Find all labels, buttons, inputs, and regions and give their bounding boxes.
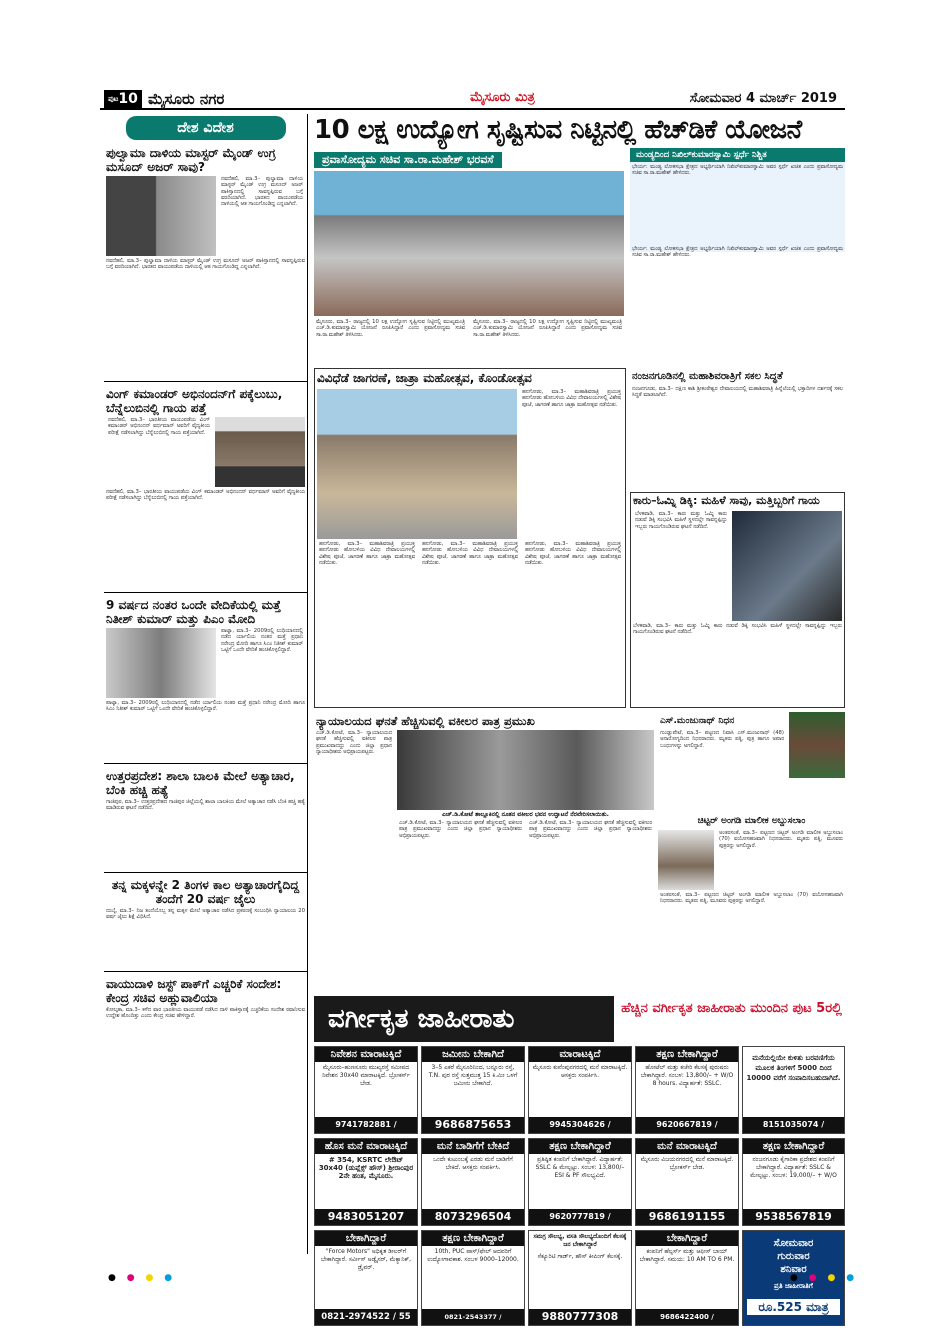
nanjangud-story (630, 368, 845, 481)
story-airstrike (104, 975, 307, 1087)
story-body-cont: ನವದೆಹಲಿ, ಮಾ.3– ಭಾರತೀಯ ವಾಯುಪಡೆಯ ವಿಂಗ್ ಕಮಾಂಡರ್ ಅಭಿನಂದನ್ ವರ್ಧಮಾನ್ ಅವರಿಗೆ ವೈದ್ಯಕೀಯ ಪರೀಕ್ಷೆ ನಡೆಸಲಾಗಿದ್ದು ಬೆನ್ನೆಲುಬಿನಲ್ಲಿ ಗಾಯ ಪತ್ತೆಯಾಗಿದೆ. (106, 489, 305, 502)
ad-title: ಮನೆಯಲ್ಲಿಯೇ ಕುಳಿತು ಬರವಣಿಗೆಯ ಮೂಲಕ ತಿಂಗಳಿಗೆ 5000 ದಿಂದ 10000 ವರೆಗೆ ಸಂಪಾದಿಸಬಹುದಾಗಿದೆ. (746, 1054, 841, 1082)
story-body-cont: ಹನಗೋಡು, ಮಾ.3– ಮಹಾಶಿವರಾತ್ರಿ ಪ್ರಯುಕ್ತ ಹನಗೋಡು ಹೋಬಳಿಯ ವಿವಿಧ ದೇವಾಲಯಗಳಲ್ಲಿ ವಿಶೇಷ ಪೂಜೆ, ಜಾಗರಣೆ ಹಾಗೂ ಜಾತ್ರಾ ಮಹೋತ್ಸವ ನಡೆಯಿತು. (525, 541, 621, 566)
main-area (314, 114, 845, 905)
day-label: ಸೋಮವಾರ (773, 1238, 814, 1249)
story-body: ದುಬೈ, ಮಾ.3– ನಿಜ ತಂದೆಯೊಬ್ಬ ತನ್ನ ಮಕ್ಕಳ ಮೇಲೆ ಅತ್ಯಾಚಾರ ನಡೆಸಿದ ಪ್ರಕರಣಕ್ಕೆ ಸಂಬಂಧಿಸಿ ನ್ಯಾಯಾಲಯ 20 ವರ್ಷ ಜೈಲು ಶಿಕ್ಷೆ ವಿಧಿಸಿದೆ. (106, 908, 305, 921)
ad-body: ಒಂದೇ ಕುಟುಂಬಕ್ಕೆ ಎರಡು ಮನೆ ಬಾಡಿಗೆಗೆ ಬೇಕಿದೆ. ಆಸಕ್ತರು ಸಂಪರ್ಕಿಸಿ. (433, 1156, 513, 1171)
ad-title: ಜಮೀನು ಬೇಕಾಗಿದೆ (422, 1047, 524, 1062)
story-body: ಕೋಲ್ಕತಾ, ಮಾ.3– ಕಳೆದ ವಾರ ಭಾರತೀಯ ವಾಯುಪಡೆ ನಡೆಸಿದ ದಾಳಿ ಪಾಕಿಸ್ತಾನಕ್ಕೆ ಎಚ್ಚರಿಕೆಯ ಸಂದೇಶ ರವಾನಿಸುವ ಉದ್ದೇಶ ಹೊಂದಿತ್ತು ಎಂದು ಕೇಂದ್ರ ಸಚಿವ ಹೇಳಿದ್ದಾರೆ. (106, 1007, 305, 1020)
story-body-cont: ಪಾಟ್ನಾ, ಮಾ.3– 2009ರಲ್ಲಿ ಲುಧಿಯಾನದಲ್ಲಿ ನಡೆದ ರ್ಯಾಲಿಯ ನಂತರ ಮತ್ತೆ ಪ್ರಧಾನಿ ನರೇಂದ್ರ ಮೋದಿ ಹಾಗೂ ಸಿಎಂ ನಿತೀಶ್ ಕುಮಾರ್ ಒಟ್ಟಿಗೆ ಒಂದೇ ವೇದಿಕೆ ಹಂಚಿಕೊಳ್ಳಲಿದ್ದಾರೆ. (106, 700, 305, 713)
story-headline: 9 ವರ್ಷದ ನಂತರ ಒಂದೇ ವೇದಿಕೆಯಲ್ಲಿ ಮತ್ತೆ ನಿತೀಶ್ ಕುಮಾರ್ ಮತ್ತು ಪಿಎಂ ಮೋದಿ (106, 598, 281, 626)
ad-title: ತಕ್ಷಣ ಬೇಕಾಗಿದ್ದಾರೆ (422, 1231, 524, 1246)
divider (104, 763, 307, 764)
photo-caption: ಎಚ್.ಡಿ.ಕೋಟೆ ತಾಲ್ಲೂಕಿನಲ್ಲಿ ನೂತನ ವಕೀಲರ ಭವನ ಉದ್ಘಾಟನೆ ನೆರವೇರಿಸಲಾಯಿತು. (442, 811, 609, 818)
ad-phone: 9945304626 / (529, 1117, 631, 1133)
story-photo (106, 628, 216, 698)
obituary-body: ಗುಂಡ್ಲುಪೇಟೆ, ಮಾ.3– ಪಟ್ಟಣದ ನಿವಾಸಿ ಎಸ್.ಮಂಜುನಾಥ್ (48) ಅನಾರೋಗ್ಯದಿಂದ ನಿಧನರಾದರು. ಮೃತರು ಪತ್ನಿ, ಪುತ್ರ ಹಾಗೂ ಅಪಾರ ಬಂಧುಗಳನ್ನು ಅಗಲಿದ್ದಾರೆ. (660, 730, 784, 749)
day-label: ಗುರುವಾರ (777, 1251, 810, 1262)
accident-photo (732, 511, 842, 621)
ad-title: ಸಮಗ್ರ ಸೌಲಭ್ಯ, ವಸತಿ ಸೌಲಭ್ಯದೊಂದಿಗೆ ಕೆಲಸಕ್ಕೆ ಜನ ಬೇಕಾಗಿದ್ದಾರೆ (533, 1233, 627, 1248)
classified-ad (742, 1046, 845, 1134)
masthead-logo: ಮೈಸೂರು ಮಿತ್ರ (470, 90, 535, 105)
ad-body: ಪ್ರತಿಷ್ಠಿತ ಕಂಪನಿಗೆ ಬೇಕಾಗಿದ್ದಾರೆ. ವಿದ್ಯಾರ್ಹತೆ: SSLC & ಮೇಲ್ಪಟ್ಟು. ಸಂಬಳ: 13,800/– ESI & PF ಸೌಲಭ್ಯವಿದೆ. (535, 1156, 625, 1179)
story-headline: ಉತ್ತರಪ್ರದೇಶ: ಶಾಲಾ ಬಾಲಕಿ ಮೇಲೆ ಅತ್ಯಾಚಾರ, ಬೆಂಕಿ ಹಚ್ಚಿ ಹತ್ಯೆ (106, 769, 295, 797)
newspaper-page (100, 88, 845, 1323)
ad-title: ಮನೆ ಮಾರಾಟಕ್ಕಿದೆ (636, 1139, 738, 1154)
lead-body-cont: ಮೈಸೂರು, ಮಾ.3– ರಾಜ್ಯದಲ್ಲಿ 10 ಲಕ್ಷ ಉದ್ಯೋಗ ಸೃಷ್ಟಿಸುವ ನಿಟ್ಟಿನಲ್ಲಿ ಮುಖ್ಯಮಂತ್ರಿ ಎಚ್.ಡಿ.ಕುಮಾರಸ್ವಾಮಿ ಯೋಜನೆ ರೂಪಿಸಿದ್ದಾರೆ ಎಂದು ಪ್ರವಾಸೋದ್ಯಮ ಸಚಿವ ಸಾ.ರಾ.ಮಹೇಶ್ ತಿಳಿಸಿದರು. (473, 319, 622, 338)
classified-ad (314, 1138, 418, 1226)
rate-label: ಪ್ರತಿ ಜಾಹೀರಾತಿಗೆ (774, 1282, 813, 1290)
story-body-cont: ಬೆಳಕವಾಡಿ, ಮಾ.3– ಕಾರು ಮತ್ತು ಓಮ್ನಿ ಕಾರು ನಡುವೆ ಡಿಕ್ಕಿ ಸಂಭವಿಸಿ ಮಹಿಳೆ ಸ್ಥಳದಲ್ಲೇ ಸಾವನ್ನಪ್ಪಿದ್ದು ಇಬ್ಬರು ಗಾಯಗೊಂಡಿರುವ ಘಟನೆ ನಡೆದಿದೆ. (633, 623, 842, 636)
classified-ad (528, 1138, 632, 1226)
ad-phone: 9483051207 (315, 1209, 417, 1225)
story-body: ಬೆಳಕವಾಡಿ, ಮಾ.3– ಕಾರು ಮತ್ತು ಓಮ್ನಿ ಕಾರು ನಡುವೆ ಡಿಕ್ಕಿ ಸಂಭವಿಸಿ ಮಹಿಳೆ ಸ್ಥಳದಲ್ಲೇ ಸಾವನ್ನಪ್ಪಿದ್ದು ಇಬ್ಬರು ಗಾಯಗೊಂಡಿರುವ ಘಟನೆ ನಡೆದಿದೆ. (635, 511, 727, 530)
classifieds-title: ವರ್ಗೀಕೃತ ಜಾಹೀರಾತು (314, 996, 614, 1042)
classified-ad (421, 1046, 525, 1134)
classifieds-header (314, 996, 845, 1042)
classified-ad (421, 1230, 525, 1326)
ad-title: ಬೇಕಾಗಿದ್ದಾರೆ (636, 1231, 738, 1246)
obituary-body: ಅಂತರಸಂತೆ, ಮಾ.3– ಪಟ್ಟಣದ ಚಿಟ್ಟರ್ ಅಂಗಡಿ ಮಾಲೀಕ ಅಬ್ದುಸಲಾಂ (70) ವಯೋಸಹಜವಾಗಿ ನಿಧನರಾದರು. ಮೃತರು ಪತ್ನಿ, ಮೂವರು ಪುತ್ರರನ್ನು ಅಗಲಿದ್ದಾರೆ. (719, 830, 843, 849)
divider (104, 381, 307, 382)
story-photo (215, 417, 305, 487)
story-body: ಗಾಜಿಪುರ, ಮಾ.3– ಉತ್ತರಪ್ರದೇಶದ ಗಾಜಿಪುರ ಜಿಲ್ಲೆಯಲ್ಲಿ ಶಾಲಾ ಬಾಲಕಿಯ ಮೇಲೆ ಅತ್ಯಾಚಾರ ನಡೆಸಿ ಬೆಂಕಿ ಹಚ್ಚಿ ಹತ್ಯೆ ಮಾಡಿರುವ ಘಟನೆ ನಡೆದಿದೆ. (106, 799, 305, 812)
lead-body: ಮೈಸೂರು, ಮಾ.3– ರಾಜ್ಯದಲ್ಲಿ 10 ಲಕ್ಷ ಉದ್ಯೋಗ ಸೃಷ್ಟಿಸುವ ನಿಟ್ಟಿನಲ್ಲಿ ಮುಖ್ಯಮಂತ್ರಿ ಎಚ್.ಡಿ.ಕುಮಾರಸ್ವಾಮಿ ಯೋಜನೆ ರೂಪಿಸಿದ್ದಾರೆ ಎಂದು ಪ್ರವಾಸೋದ್ಯಮ ಸಚಿವ ಸಾ.ರಾ.ಮಹೇಶ್ ತಿಳಿಸಿದರು. (316, 319, 465, 338)
divider (104, 971, 307, 972)
story-photo (106, 176, 216, 256)
ad-phone: 0821-2974522 / 55 (315, 1309, 417, 1325)
obituary-photo (789, 712, 845, 778)
story-body: ಹನಗೋಡು, ಮಾ.3– ಮಹಾಶಿವರಾತ್ರಿ ಪ್ರಯುಕ್ತ ಹನಗೋಡು ಹೋಬಳಿಯ ವಿವಿಧ ದೇವಾಲಯಗಳಲ್ಲಿ ವಿಶೇಷ ಪೂಜೆ, ಜಾಗರಣೆ ಹಾಗೂ ಜಾತ್ರಾ ಮಹೋತ್ಸವ ನಡೆಯಿತು. (522, 389, 621, 408)
classified-ad (528, 1230, 632, 1326)
story-body-cont: ಭೇರ್ಯ: ಮಂಡ್ಯ ಲೋಕಸಭಾ ಕ್ಷೇತ್ರದ ಅಭ್ಯರ್ಥಿಯಾಗಿ ನಿಖಿಲ್‌ಕುಮಾರಸ್ವಾಮಿ ಅವರ ಸ್ಪರ್ಧೆ ಖಚಿತ ಎಂದು ಪ್ರವಾಸೋದ್ಯಮ ಸಚಿವ ಸಾ.ರಾ.ಮಹೇಶ್ ಹೇಳಿದರು. (632, 246, 843, 259)
story-headline: ತನ್ನ ಮಕ್ಕಳನ್ನೇ 2 ತಿಂಗಳ ಕಾಲ ಅತ್ಯಾಚಾರಗೈದಿದ್ದ ತಂದೆಗೆ 20 ವರ್ಷ ಜೈಲು (111, 878, 300, 906)
ad-title: ಮಾರಾಟಕ್ಕಿದೆ (529, 1047, 631, 1062)
ad-body: ಮೈಸೂರು ಕುವೆಂಪುನಗರದಲ್ಲಿ ಮನೆ ಮಾರಾಟಕ್ಕಿದೆ. ಆಸಕ್ತರು ಸಂಪರ್ಕಿಸಿ. (532, 1064, 628, 1079)
obituary-abdussalam (658, 812, 845, 982)
ad-body: ನಂಜನಗೂಡು ಕೈಗಾರಿಕಾ ಪ್ರದೇಶದ ಕಂಪನಿಗೆ ಬೇಕಾಗಿದ್ದಾರೆ. ವಿದ್ಯಾರ್ಹತೆ: SSLC & ಮೇಲ್ಪಟ್ಟು. ಸಂಬಳ: 19,000/– + W/O (750, 1156, 837, 1179)
obituary-body-cont: ಅಂತರಸಂತೆ, ಮಾ.3– ಪಟ್ಟಣದ ಚಿಟ್ಟರ್ ಅಂಗಡಿ ಮಾಲೀಕ ಅಬ್ದುಸಲಾಂ (70) ವಯೋಸಹಜವಾಗಿ ನಿಧನರಾದರು. ಮೃತರು ಪತ್ನಿ, ಮೂವರು ಪುತ್ರರನ್ನು ಅಗಲಿದ್ದಾರೆ. (660, 892, 843, 905)
classified-ad (314, 1230, 418, 1326)
lead-subhead: ಪ್ರವಾಸೋದ್ಯಮ ಸಚಿವ ಸಾ.ರಾ.ಮಹೇಶ್ ಭರವಸೆ (314, 152, 502, 168)
story-masood (104, 144, 307, 378)
ad-phone: 0821-2543377 / (422, 1309, 524, 1325)
ad-body: ಹೋಟೆಲ್ ಮತ್ತು ಕಚೇರಿ ಕೆಲಸಕ್ಕೆ ಪುರುಷರು ಬೇಕಾಗಿದ್ದಾರೆ. ಸಂಬಳ: 13,800/– + W/O 8 hours. ವಿದ್ಯಾರ್ಹತೆ: SSLC. (640, 1064, 734, 1087)
registration-marks: ● ● ● ● (790, 1273, 859, 1283)
accident-story (630, 492, 845, 708)
ad-body: ಸೆಕ್ಯೂರಿಟಿ ಗಾರ್ಡ್, ಹೌಸ್ ಕೀಪಿಂಗ್ ಕೆಲಸಕ್ಕೆ. (537, 1253, 623, 1260)
ad-title: ಮನೆ ಬಾಡಿಗೆಗೆ ಬೇಕಿದೆ (422, 1139, 524, 1154)
lead-photo (314, 171, 624, 316)
classified-ad (635, 1046, 739, 1134)
story-body: ನಂಜನಗೂಡು, ಮಾ.3– ದಕ್ಷಿಣ ಕಾಶಿ ಶ್ರೀಕಂಠೇಶ್ವರ ದೇವಾಲಯದಲ್ಲಿ ಮಹಾಶಿವರಾತ್ರಿ ಹಿನ್ನೆಲೆಯಲ್ಲಿ ಭಕ್ತಾದಿಗಳ ದರ್ಶನಕ್ಕೆ ಸಕಲ ಸಿದ್ಧತೆ ಮಾಡಲಾಗಿದೆ. (632, 386, 843, 399)
story-body: ನವದೆಹಲಿ, ಮಾ.3– ಪುಲ್ವಾಮಾ ದಾಳಿಯ ಮಾಸ್ಟರ್ ಮೈಂಡ್ ಉಗ್ರ ಮಸೂದ್ ಅಜರ್ ಪಾಕಿಸ್ತಾನದಲ್ಲಿ ಸಾವನ್ನಪ್ಪಿರುವ ಬಗ್ಗೆ ವರದಿಯಾಗಿದೆ. ಭಾರತದ ವಾಯುಪಡೆಯ ದಾಳಿಯಲ್ಲಿ ಆತ ಗಾಯಗೊಂಡಿದ್ದ ಎನ್ನಲಾಗಿದೆ. (221, 176, 303, 208)
story-headline: ವಾಯುದಾಳಿ ಜಸ್ಟ್ ಪಾಕ್‌ಗೆ ಎಚ್ಚರಿಕೆ ಸಂದೇಶ: ಕೇಂದ್ರ ಸಚಿವ ಅಹ್ಲುವಾಲಿಯಾ (106, 977, 282, 1005)
ad-phone: 8073296504 (422, 1209, 524, 1225)
story-headline: ನ್ಯಾಯಾಲಯದ ಘನತೆ ಹೆಚ್ಚಿಸುವಲ್ಲಿ ವಕೀಲರ ಪಾತ್ರ ಪ್ರಮುಖ (316, 714, 535, 728)
ad-body: 10th, PUC ಪಾಸ್/ಫೇಲ್ ಆದವರಿಗೆ ಉದ್ಯೋಗಾವಕಾಶ. ಸಂಬಳ 9000–12000. (427, 1248, 519, 1263)
ad-phone: 9741782881 / (315, 1117, 417, 1133)
ad-body: "Force Motors" ಅಧಿಕೃತ ಡೀಲರ್‌ಗೆ ಬೇಕಾಗಿದ್ದಾರೆ. ಸರ್ವೀಸ್ ಅಡ್ವೈಸರ್, ಮೆಕ್ಯಾನಿಕ್, ಡ್ರೈವರ್. (320, 1248, 412, 1271)
ad-title: ಬೇಕಾಗಿದ್ದಾರೆ (315, 1231, 417, 1246)
ad-phone: 9538567819 (743, 1209, 844, 1225)
court-story (314, 712, 654, 1010)
left-column (104, 114, 308, 1254)
ad-body: ಮೈಸೂರು–ಹುಣಸೂರು ಮುಖ್ಯರಸ್ತೆ ಸಮೀಪದ ನಿವೇಶನ 30x40 ಮಾರಾಟಕ್ಕಿದೆ. ಬ್ರೋಕರ್ಸ್ ಬೇಡ. (322, 1064, 410, 1087)
classified-ad (314, 1046, 418, 1134)
divider (104, 872, 307, 873)
day-label: ಶನಿವಾರ (780, 1264, 807, 1275)
classified-ad (421, 1138, 525, 1226)
ad-body: # 354, KSRTC ಲೇಔಟ್ 30x40 (ಡುಪ್ಲೆಕ್ಸ್ ಹೌಸ್) ಶ್ರೀರಾಂಪುರ 2ನೇ ಹಂತ, ಮೈಸೂರು. (318, 1156, 414, 1180)
ad-body: ಮೈಸೂರು ವಿಜಯನಗರದಲ್ಲಿ ಮನೆ ಮಾರಾಟಕ್ಕಿದೆ. ಬ್ರೋಕರ್ಸ್ ಬೇಡ. (640, 1156, 734, 1171)
lead-headline: 10 ಲಕ್ಷ ಉದ್ಯೋಗ ಸೃಷ್ಟಿಸುವ ನಿಟ್ಟಿನಲ್ಲಿ ಹೆಚ್‌ಡಿಕೆ ಯೋಜನೆ (314, 115, 802, 145)
ad-title: ಹೊಸ ಮನೆ ಮಾರಾಟಕ್ಕಿದೆ (315, 1139, 417, 1154)
story-dubai (104, 876, 307, 968)
story-body-cont: ಹನಗೋಡು, ಮಾ.3– ಮಹಾಶಿವರಾತ್ರಿ ಪ್ರಯುಕ್ತ ಹನಗೋಡು ಹೋಬಳಿಯ ವಿವಿಧ ದೇವಾಲಯಗಳಲ್ಲಿ ವಿಶೇಷ ಪೂಜೆ, ಜಾಗರಣೆ ಹಾಗೂ ಜಾತ್ರಾ ಮಹೋತ್ಸವ ನಡೆಯಿತು. (422, 541, 518, 566)
ad-phone: 9620667819 / (636, 1117, 738, 1133)
story-body: ಭೇರ್ಯ: ಮಂಡ್ಯ ಲೋಕಸಭಾ ಕ್ಷೇತ್ರದ ಅಭ್ಯರ್ಥಿಯಾಗಿ ನಿಖಿಲ್‌ಕುಮಾರಸ್ವಾಮಿ ಅವರ ಸ್ಪರ್ಧೆ ಖಚಿತ ಎಂದು ಪ್ರವಾಸೋದ್ಯಮ ಸಚಿವ ಸಾ.ರಾ.ಮಹೇಶ್ ಹೇಳಿದರು. (632, 164, 843, 177)
classifieds-tagline: ಹೆಚ್ಚಿನ ವರ್ಗೀಕೃತ ಜಾಹೀರಾತು ಮುಂದಿನ ಪುಟ 5ರಲ್ಲಿ (621, 1001, 842, 1016)
story-headline: ವಿವಿಧೆಡೆ ಜಾಗರಣೆ, ಜಾತ್ರಾ ಮಹೋತ್ಸವ, ಕೊಂಡೋತ್ಸವ (317, 371, 532, 385)
ad-phone: 9686191155 (636, 1209, 738, 1225)
story-body: ನವದೆಹಲಿ, ಮಾ.3– ಭಾರತೀಯ ವಾಯುಪಡೆಯ ವಿಂಗ್ ಕಮಾಂಡರ್ ಅಭಿನಂದನ್ ವರ್ಧಮಾನ್ ಅವರಿಗೆ ವೈದ್ಯಕೀಯ ಪರೀಕ್ಷೆ ನಡೆಸಲಾಗಿದ್ದು ಬೆನ್ನೆಲುಬಿನಲ್ಲಿ ಗಾಯ ಪತ್ತೆಯಾಗಿದೆ. (108, 417, 210, 436)
story-body-cont: ನವದೆಹಲಿ, ಮಾ.3– ಪುಲ್ವಾಮಾ ದಾಳಿಯ ಮಾಸ್ಟರ್ ಮೈಂಡ್ ಉಗ್ರ ಮಸೂದ್ ಅಜರ್ ಪಾಕಿಸ್ತಾನದಲ್ಲಿ ಸಾವನ್ನಪ್ಪಿರುವ ಬಗ್ಗೆ ವರದಿಯಾಗಿದೆ. ಭಾರತದ ವಾಯುಪಡೆಯ ದಾಳಿಯಲ್ಲಿ ಆತ ಗಾಯಗೊಂಡಿದ್ದ ಎನ್ನಲಾಗಿದೆ. (106, 258, 305, 271)
ad-title: ತಕ್ಷಣ ಬೇಕಾಗಿದ್ದಾರೆ (743, 1139, 844, 1154)
divider (104, 592, 307, 593)
section-ribbon: ದೇಶ ವಿದೇಶ (126, 116, 286, 140)
classified-ad (742, 1138, 845, 1226)
section-title: ಮೈಸೂರು ನಗರ (148, 90, 225, 108)
obituary-photo (658, 830, 714, 890)
festival-story (314, 368, 626, 708)
obituary-title: ಎಸ್.ಮಂಜುನಾಥ್ ನಿಧನ (660, 716, 735, 726)
court-photo (397, 730, 654, 810)
story-body-cont: ಹನಗೋಡು, ಮಾ.3– ಮಹಾಶಿವರಾತ್ರಿ ಪ್ರಯುಕ್ತ ಹನಗೋಡು ಹೋಬಳಿಯ ವಿವಿಧ ದೇವಾಲಯಗಳಲ್ಲಿ ವಿಶೇಷ ಪೂಜೆ, ಜಾಗರಣೆ ಹಾಗೂ ಜಾತ್ರಾ ಮಹೋತ್ಸವ ನಡೆಯಿತು. (319, 541, 415, 566)
story-up (104, 767, 307, 869)
rate-price: ರೂ.525 ಮಾತ್ರ (747, 1299, 840, 1315)
obituary-manjunath (658, 712, 845, 790)
ad-phone: 9686422400 / (636, 1309, 738, 1325)
temple-photo (317, 389, 517, 539)
lead-story (314, 148, 624, 385)
ad-title: ತಕ್ಷಣ ಬೇಕಾಗಿದ್ದಾರೆ (529, 1139, 631, 1154)
classified-ad (635, 1138, 739, 1226)
mandya-story-cont (630, 246, 845, 356)
story-headline: ನಂಜನಗೂಡಿನಲ್ಲಿ ಮಹಾಶಿವರಾತ್ರಿಗೆ ಸಕಲ ಸಿದ್ಧತೆ (632, 371, 783, 382)
classified-ad (528, 1046, 632, 1134)
ad-phone: 8151035074 / (743, 1117, 844, 1133)
story-body: ಎಚ್.ಡಿ.ಕೋಟೆ, ಮಾ.3– ನ್ಯಾಯಾಲಯದ ಘನತೆ ಹೆಚ್ಚಿಸುವಲ್ಲಿ ವಕೀಲರ ಪಾತ್ರ ಪ್ರಮುಖವಾದದ್ದು ಎಂದು ಜಿಲ್ಲಾ ಪ್ರಧಾನ ನ್ಯಾಯಾಧೀಶರು ಅಭಿಪ್ರಾಯಪಟ್ಟರು. (316, 730, 392, 755)
issue-date: ಸೋಮವಾರ 4 ಮಾರ್ಚ್ 2019 (689, 91, 837, 106)
story-headline: ವಿಂಗ್ ಕಮಾಂಡರ್ ಅಭಿನಂದನ್‌ಗೆ ಪಕ್ಕೆಲುಬು, ಬೆನ್ನೆಲುಬಿನಲ್ಲಿ ಗಾಯ ಪತ್ತೆ (106, 387, 283, 415)
ad-body: 3–5 ಎಕರೆ ಮೈಸೂರಿನಿಂದ, ಬನ್ನೂರು ರಸ್ತೆ, T.N. ಪುರ ರಸ್ತೆ ಸುತ್ತಮುತ್ತ 15 ಕಿ.ಮೀ ಒಳಗೆ ಜಮೀನು ಬೇಕಾಗಿದೆ. (428, 1064, 518, 1087)
story-modi-nitish (104, 596, 307, 760)
classified-ad (635, 1230, 739, 1326)
story-body-cont: ಎಚ್.ಡಿ.ಕೋಟೆ, ಮಾ.3– ನ್ಯಾಯಾಲಯದ ಘನತೆ ಹೆಚ್ಚಿಸುವಲ್ಲಿ ವಕೀಲರ ಪಾತ್ರ ಪ್ರಮುಖವಾದದ್ದು ಎಂದು ಜಿಲ್ಲಾ ಪ್ರಧಾನ ನ್ಯಾಯಾಧೀಶರು ಅಭಿಪ್ರಾಯಪಟ್ಟರು. (399, 820, 522, 839)
page-number-badge: $^{ಪುಟ}$10 (104, 90, 142, 108)
ad-phone: 9620777819 / (529, 1209, 631, 1225)
ad-phone: 9880777308 (529, 1309, 631, 1325)
ad-title: ನಿವೇಶನ ಮಾರಾಟಕ್ಕಿದೆ (315, 1047, 417, 1062)
story-abhinandan (104, 385, 307, 589)
ad-phone: 9686875653 (422, 1117, 524, 1133)
obituary-title: ಚಿಟ್ಟರ್ ಅಂಗಡಿ ಮಾಲೀಕ ಅಬ್ದುಸಲಾಂ (697, 816, 806, 826)
mandya-story (630, 148, 845, 252)
story-body-cont: ಎಚ್.ಡಿ.ಕೋಟೆ, ಮಾ.3– ನ್ಯಾಯಾಲಯದ ಘನತೆ ಹೆಚ್ಚಿಸುವಲ್ಲಿ ವಕೀಲರ ಪಾತ್ರ ಪ್ರಮುಖವಾದದ್ದು ಎಂದು ಜಿಲ್ಲಾ ಪ್ರಧಾನ ನ್ಯಾಯಾಧೀಶರು ಅಭಿಪ್ರಾಯಪಟ್ಟರು. (529, 820, 652, 839)
registration-marks: ● ● ● ● (108, 1273, 177, 1283)
story-headline: ಮಂಡ್ಯದಿಂದ ನಿಖಿಲ್‌ಕುಮಾರಸ್ವಾಮಿ ಸ್ಪರ್ಧೆ ನಿಶ್ಚಿತ (630, 148, 845, 162)
ad-body: ಕಂಪನಿಗೆ ಹೆಲ್ಪರ್ಸ್ ಮತ್ತು ಆಫೀಸ್ ಬಾಯ್ ಬೇಕಾಗಿದ್ದಾರೆ. ಸಮಯ: 10 AM TO 6 PM. (639, 1248, 735, 1263)
ad-title: ತಕ್ಷಣ ಬೇಕಾಗಿದ್ದಾರೆ (636, 1047, 738, 1062)
story-headline: ಪುಲ್ವಾಮಾ ದಾಳಿಯ ಮಾಸ್ಟರ್ ಮೈಂಡ್ ಉಗ್ರ ಮಸೂದ್ ಅಜರ್ ಸಾವು? (106, 146, 276, 174)
story-headline: ಕಾರು–ಓಮ್ನಿ ಡಿಕ್ಕಿ: ಮಹಿಳೆ ಸಾವು, ಮತ್ತಿಬ್ಬರಿಗೆ ಗಾಯ (633, 494, 820, 507)
story-body: ಪಾಟ್ನಾ, ಮಾ.3– 2009ರಲ್ಲಿ ಲುಧಿಯಾನದಲ್ಲಿ ನಡೆದ ರ್ಯಾಲಿಯ ನಂತರ ಮತ್ತೆ ಪ್ರಧಾನಿ ನರೇಂದ್ರ ಮೋದಿ ಹಾಗೂ ಸಿಎಂ ನಿತೀಶ್ ಕುಮಾರ್ ಒಟ್ಟಿಗೆ ಒಂದೇ ವೇದಿಕೆ ಹಂಚಿಕೊಳ್ಳಲಿದ್ದಾರೆ. (221, 628, 303, 653)
page-header (100, 88, 845, 110)
